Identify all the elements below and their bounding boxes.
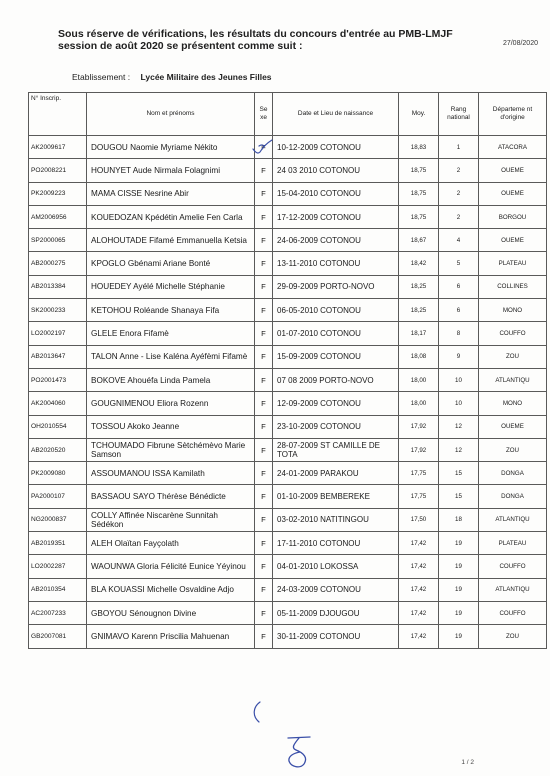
cell-naissance: 24-01-2009 PARAKOU [273,462,399,485]
table-row [29,252,547,275]
cell-nom: HOUNYET Aude Nirmala Folagnimi [87,159,255,182]
cell-naissance: 10-12-2009 COTONOU [273,136,399,159]
table-row [29,578,547,601]
cell-rang: 6 [439,275,479,298]
cell-nom: BOKOVE Ahouéfa Linda Pamela [87,368,255,391]
cell-departement: OUEME [479,415,547,438]
cell-sexe: F [255,299,273,322]
cell-inscrip: AB2020520 [29,438,87,461]
cell-rang: 12 [439,438,479,461]
cell-rang: 19 [439,555,479,578]
header-naissance: Date et Lieu de naissance [273,93,399,136]
cell-sexe: F [255,392,273,415]
results-table [28,92,547,649]
cell-sexe: F [255,182,273,205]
cell-moy: 18,75 [399,182,439,205]
cell-departement: PLATEAU [479,252,547,275]
cell-rang: 12 [439,415,479,438]
cell-inscrip: AB2010354 [29,578,87,601]
cell-sexe: F [255,368,273,391]
etablissement-label: Etablissement : [72,72,131,82]
cell-inscrip: PO2001473 [29,368,87,391]
cell-departement: COLLINES [479,275,547,298]
cell-naissance: 17-12-2009 COTONOU [273,205,399,228]
cell-rang: 2 [439,205,479,228]
cell-departement: COUFFO [479,555,547,578]
table-row [29,322,547,345]
cell-moy: 17,92 [399,438,439,461]
cell-moy: 18,08 [399,345,439,368]
table-row [29,392,547,415]
cell-departement: DONGA [479,462,547,485]
cell-sexe: F [255,438,273,461]
cell-departement: BORGOU [479,205,547,228]
cell-rang: 19 [439,601,479,624]
cell-naissance: 03-02-2010 NATITINGOU [273,508,399,531]
cell-nom: MAMA CISSE Nesrine Abir [87,182,255,205]
cell-sexe: F [255,555,273,578]
table-row [29,532,547,555]
cell-moy: 18,75 [399,159,439,182]
cell-moy: 18,17 [399,322,439,345]
cell-departement: OUEME [479,229,547,252]
title-line-1: Sous réserve de vérifications, les résultats du concours d'entrée au PMB-LMJF [58,28,453,40]
cell-sexe: F [255,415,273,438]
cell-moy: 18,00 [399,392,439,415]
cell-sexe: F [255,625,273,648]
cell-nom: TCHOUMADO Fibrune Sètchémèvo Marie Samson [87,438,255,461]
cell-departement: OUEME [479,159,547,182]
table-row [29,555,547,578]
cell-nom: TALON Anne - Lise Kaléna Ayéfèmi Fifamè [87,345,255,368]
title-line-2: session de août 2020 se présentent comme suit : [58,40,303,52]
cell-moy: 17,75 [399,462,439,485]
table-row [29,345,547,368]
table-row [29,625,547,648]
cell-nom: GOUGNIMENOU Eliora Rozenn [87,392,255,415]
cell-naissance: 05-11-2009 DJOUGOU [273,601,399,624]
cell-departement: ZOU [479,625,547,648]
cell-inscrip: PK2009223 [29,182,87,205]
cell-moy: 18,83 [399,136,439,159]
cell-nom: DOUGOU Naomie Myriame Nékito [87,136,255,159]
cell-inscrip: AK2004060 [29,392,87,415]
cell-inscrip: LO2002287 [29,555,87,578]
cell-sexe: F [255,601,273,624]
cell-sexe: F [255,159,273,182]
cell-moy: 18,00 [399,368,439,391]
cell-moy: 18,42 [399,252,439,275]
cell-naissance: 23-10-2009 COTONOU [273,415,399,438]
cell-rang: 9 [439,345,479,368]
cell-rang: 4 [439,229,479,252]
cell-inscrip: AB2019351 [29,532,87,555]
cell-sexe: F [255,345,273,368]
table-row [29,136,547,159]
cell-departement: ATLANTIQU [479,368,547,391]
cell-sexe: F [255,578,273,601]
cell-rang: 5 [439,252,479,275]
table-row [29,159,547,182]
cell-departement: ZOU [479,345,547,368]
cell-moy: 17,42 [399,532,439,555]
cell-rang: 2 [439,182,479,205]
cell-inscrip: LO2002197 [29,322,87,345]
handwritten-initial-icon [282,734,316,770]
cell-inscrip: SP2000065 [29,229,87,252]
etablissement-value: Lycée Militaire des Jeunes Filles [140,72,272,82]
document-title [58,28,478,52]
cell-naissance: 01-07-2010 COTONOU [273,322,399,345]
cell-rang: 18 [439,508,479,531]
cell-nom: GNIMAVO Karenn Priscilia Mahuenan [87,625,255,648]
cell-moy: 17,92 [399,415,439,438]
table-row [29,508,547,531]
cell-nom: BLA KOUASSI Michelle Osvaldine Adjo [87,578,255,601]
cell-nom: ALEH Olaïtan Fayçolath [87,532,255,555]
cell-departement: OUEME [479,182,547,205]
cell-departement: MONO [479,299,547,322]
cell-rang: 15 [439,462,479,485]
cell-departement: MONO [479,392,547,415]
cell-rang: 15 [439,485,479,508]
table-row [29,205,547,228]
etablissement [72,72,272,82]
cell-nom: TOSSOU Akoko Jeanne [87,415,255,438]
cell-moy: 17,75 [399,485,439,508]
cell-departement: ATACORA [479,136,547,159]
cell-moy: 17,42 [399,578,439,601]
cell-nom: WAOUNWA Gloria Félicité Eunice Yéyinou [87,555,255,578]
cell-inscrip: PK2009080 [29,462,87,485]
cell-inscrip: SK2000233 [29,299,87,322]
cell-nom: ASSOUMANOU ISSA Kamilath [87,462,255,485]
cell-moy: 18,67 [399,229,439,252]
cell-sexe: F [255,229,273,252]
cell-rang: 19 [439,625,479,648]
cell-sexe: F [255,322,273,345]
cell-naissance: 29-09-2009 PORTO-NOVO [273,275,399,298]
cell-nom: GLELE Enora Fifamè [87,322,255,345]
cell-departement: ZOU [479,438,547,461]
cell-naissance: 01-10-2009 BEMBEREKE [273,485,399,508]
document-date: 27/08/2020 [502,40,538,47]
cell-departement: PLATEAU [479,532,547,555]
table-row [29,462,547,485]
table-row [29,182,547,205]
cell-naissance: 04-01-2010 LOKOSSA [273,555,399,578]
table-row [29,299,547,322]
header-nom: Nom et prénoms [87,93,255,136]
table-row [29,415,547,438]
header-sexe: Se xe [255,93,273,136]
cell-moy: 18,25 [399,275,439,298]
cell-inscrip: AB2013384 [29,275,87,298]
table-row [29,485,547,508]
cell-inscrip: PO2008221 [29,159,87,182]
cell-rang: 2 [439,159,479,182]
cell-rang: 6 [439,299,479,322]
cell-sexe: F [255,462,273,485]
cell-moy: 17,50 [399,508,439,531]
table-row [29,275,547,298]
cell-nom: KETOHOU Roléande Shanaya Fifa [87,299,255,322]
cell-inscrip: AK2009617 [29,136,87,159]
cell-nom: GBOYOU Sénougnon Divine [87,601,255,624]
header-inscrip: N° Inscrip. [29,93,87,136]
cell-inscrip: NG2000837 [29,508,87,531]
cell-sexe: F [255,205,273,228]
cell-departement: ATLANTIQU [479,508,547,531]
table-row [29,601,547,624]
cell-inscrip: GB2007081 [29,625,87,648]
cell-nom: COLLY Affinée Niscarène Sunnitah Sédékon [87,508,255,531]
cell-departement: COUFFO [479,601,547,624]
cell-naissance: 13-11-2010 COTONOU [273,252,399,275]
cell-nom: HOUEDEY Ayélé Michelle Stéphanie [87,275,255,298]
cell-sexe: F [255,508,273,531]
cell-sexe: F [255,532,273,555]
cell-inscrip: OH2010554 [29,415,87,438]
cell-inscrip: AB2013647 [29,345,87,368]
cell-sexe: F [255,485,273,508]
cell-nom: KOUEDOZAN Kpédétin Amelie Fen Carla [87,205,255,228]
cell-naissance: 15-04-2010 COTONOU [273,182,399,205]
cell-departement: DONGA [479,485,547,508]
table-row [29,438,547,461]
cell-rang: 1 [439,136,479,159]
table-body [29,136,547,649]
cell-moy: 17,42 [399,555,439,578]
cell-sexe: F [255,136,273,159]
cell-inscrip: AM2006956 [29,205,87,228]
parenthesis-mark-icon [248,700,266,724]
cell-naissance: 24-03-2009 COTONOU [273,578,399,601]
cell-naissance: 06-05-2010 COTONOU [273,299,399,322]
cell-rang: 10 [439,368,479,391]
cell-moy: 17,42 [399,625,439,648]
table-row [29,368,547,391]
table-header-row [29,93,547,136]
cell-rang: 19 [439,578,479,601]
cell-rang: 8 [439,322,479,345]
cell-inscrip: PA2000107 [29,485,87,508]
page-number: 1 / 2 [461,759,474,766]
table-row [29,229,547,252]
cell-naissance: 07 08 2009 PORTO-NOVO [273,368,399,391]
cell-naissance: 17-11-2010 COTONOU [273,532,399,555]
cell-naissance: 15-09-2009 COTONOU [273,345,399,368]
cell-departement: COUFFO [479,322,547,345]
cell-rang: 10 [439,392,479,415]
cell-naissance: 12-09-2009 COTONOU [273,392,399,415]
cell-moy: 18,25 [399,299,439,322]
cell-sexe: F [255,275,273,298]
cell-nom: KPOGLO Gbénami Ariane Bonté [87,252,255,275]
cell-naissance: 24 03 2010 COTONOU [273,159,399,182]
cell-inscrip: AC2007233 [29,601,87,624]
cell-sexe: F [255,252,273,275]
header-moy: Moy. [399,93,439,136]
cell-nom: BASSAOU SAYO Thérèse Bénédicte [87,485,255,508]
cell-nom: ALOHOUTADE Fifamé Emmanuella Ketsia [87,229,255,252]
header-rang: Rang national [439,93,479,136]
cell-inscrip: AB2000275 [29,252,87,275]
cell-departement: ATLANTIQU [479,578,547,601]
cell-naissance: 24-06-2009 COTONOU [273,229,399,252]
cell-moy: 18,75 [399,205,439,228]
cell-naissance: 28-07-2009 ST CAMILLE DE TOTA [273,438,399,461]
cell-rang: 19 [439,532,479,555]
cell-moy: 17,42 [399,601,439,624]
header-departement: Départeme nt d'origine [479,93,547,136]
cell-naissance: 30-11-2009 COTONOU [273,625,399,648]
